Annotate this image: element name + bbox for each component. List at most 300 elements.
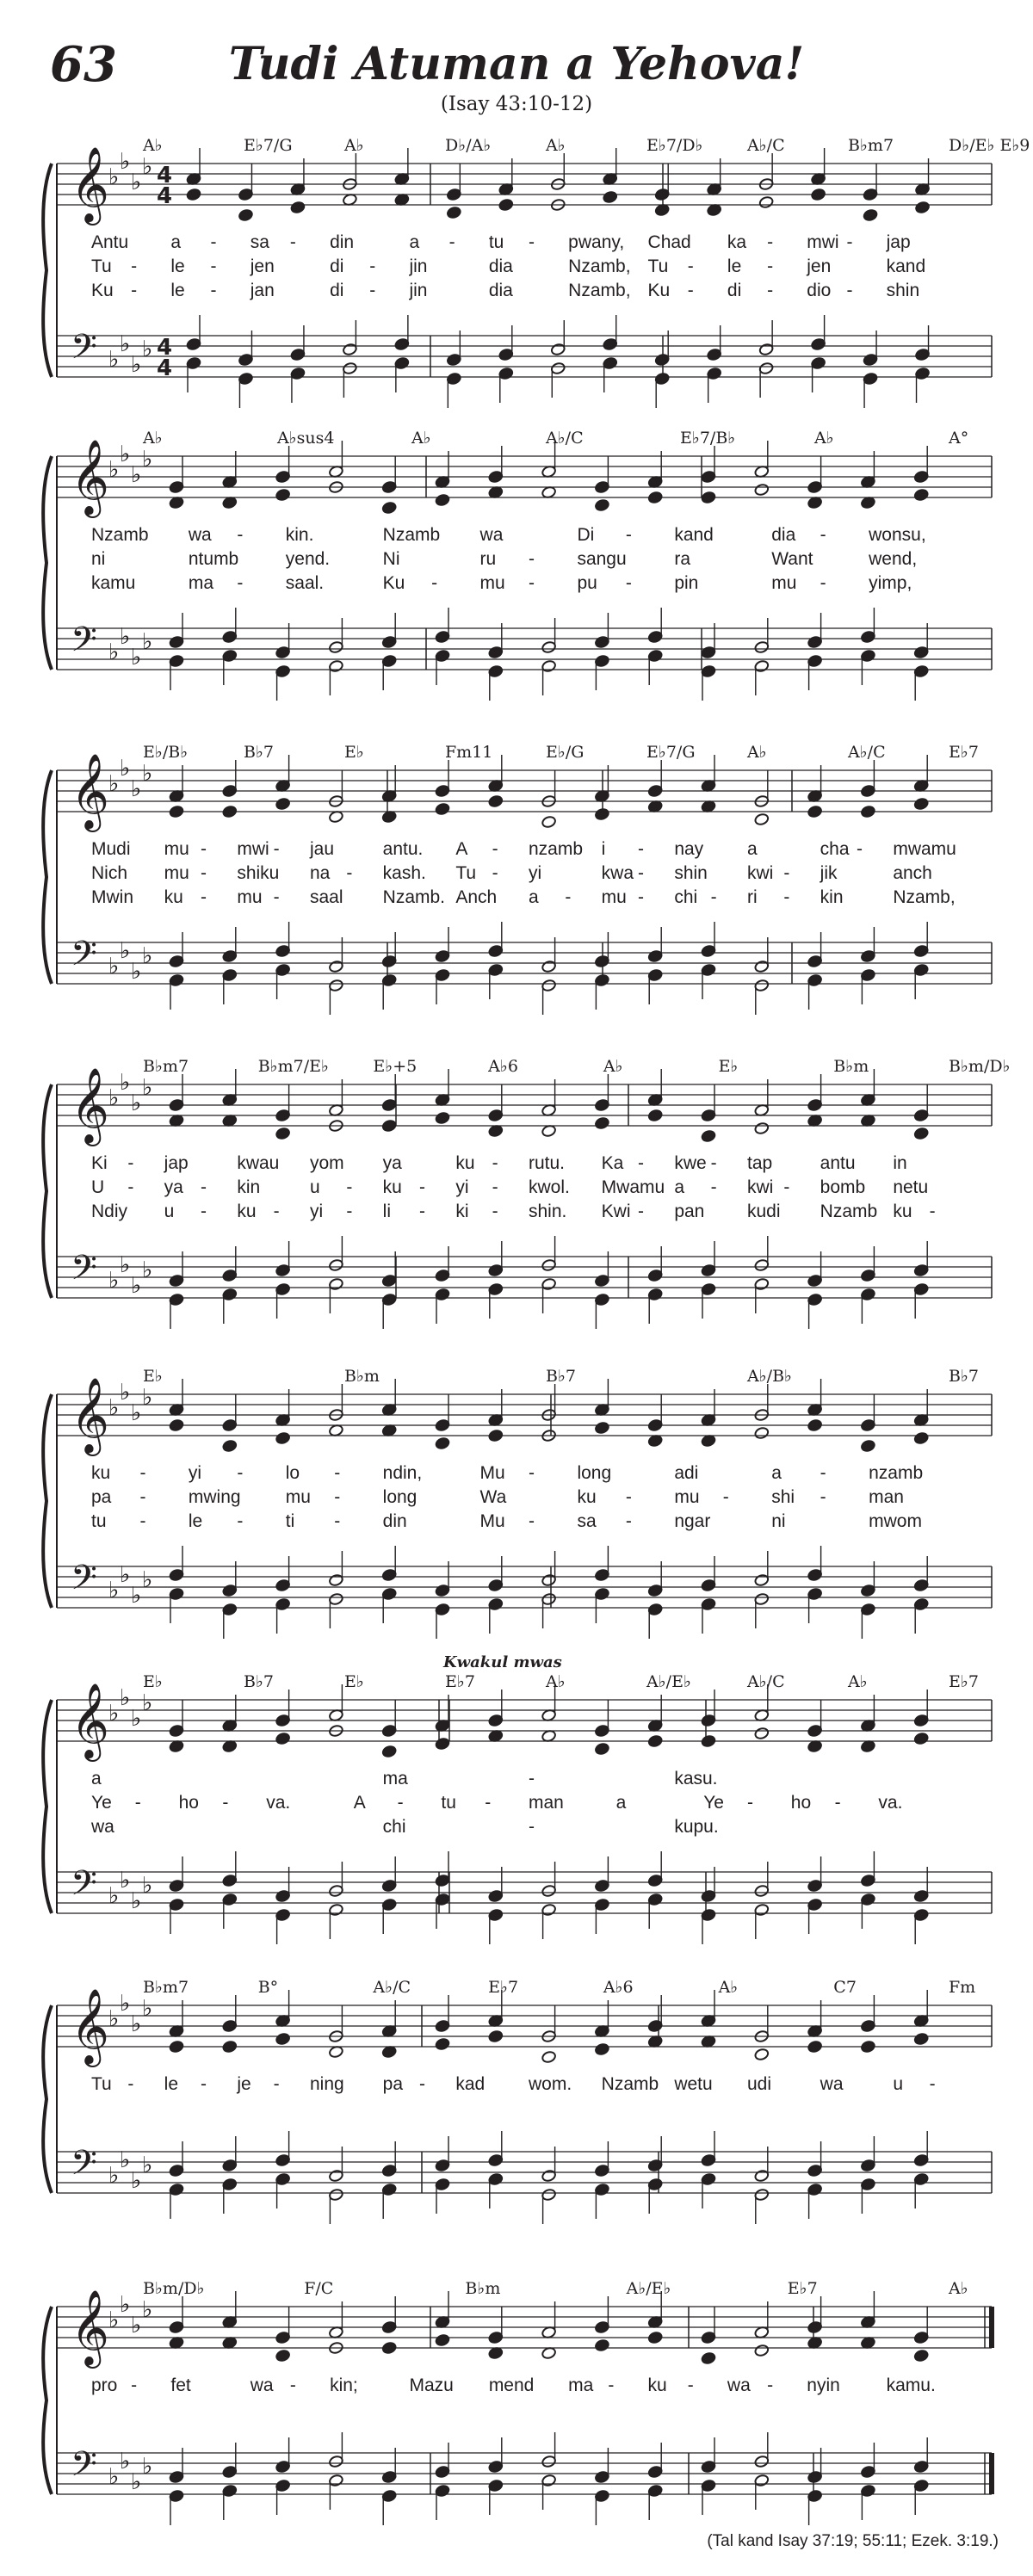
chord-symbol: A♭ [411,429,431,448]
lyric-hyphen: - [492,839,498,859]
bass-clef: 𝄢 [71,1248,97,1296]
lyric-syllable: wonsu, [869,525,926,545]
treble-notes [169,1990,929,2064]
lyric-syllable: a [170,232,182,252]
lyric-syllable: mu [479,573,505,593]
lyric-syllable: yi [310,1202,324,1221]
chord-symbol: B♭m [344,1367,380,1386]
svg-text:♭: ♭ [131,2469,142,2495]
lyric-hyphen: - [419,1202,425,1221]
lyric-syllable: di [727,281,742,300]
bass-key-signature [108,1252,152,1299]
lyric-hyphen: - [127,1153,134,1173]
lyric-syllable: wetu [674,2074,713,2094]
lyric-syllable: yom [310,1153,344,1173]
bass-clef: 𝄢 [71,620,97,668]
bass-staff [57,1872,992,1913]
lyric-hyphen: - [222,1793,229,1813]
lyric-hyphen: - [139,1511,146,1531]
bass-notes [169,2432,929,2525]
lyric-syllable: pro [91,2375,118,2395]
lyric-syllable: chi [674,887,698,907]
chord-symbol: A♭ [848,1672,868,1691]
lyric-syllable: yimp, [869,573,912,593]
lyric-syllable: ki [455,1202,469,1221]
lyric-syllable: ho [790,1793,812,1813]
svg-text:4: 4 [157,163,173,188]
treble-clef: 𝄞 [71,1376,109,1453]
lyric-syllable: Ndiy [91,1202,128,1221]
svg-text:♭: ♭ [131,1090,142,1116]
chord-symbol: E♭7 [949,1672,979,1691]
lyric-syllable: tu [91,1511,107,1531]
lyric-hyphen: - [529,1769,535,1788]
chord-symbol: A♭/E♭ [626,2279,671,2298]
svg-text:♭: ♭ [108,639,120,665]
treble-staff [57,2005,992,2047]
lyric-syllable: cha [820,839,850,859]
lyric-syllable: man [529,1793,564,1813]
lyric-syllable: shin [674,863,708,883]
lyric-syllable: jin [409,256,428,276]
chord-symbol: E♭ [344,1672,364,1691]
svg-text:♭: ♭ [120,2449,131,2474]
lyric-hyphen: - [529,1463,535,1483]
chord-symbol: B° [257,1978,279,1997]
svg-text:♭: ♭ [108,1701,120,1727]
svg-text:♭: ♭ [108,1268,120,1294]
lyric-hyphen: - [334,1487,341,1507]
lyric-hyphen: - [492,863,498,883]
lyric-syllable: kwau [237,1153,280,1173]
lyric-syllable: in [893,1153,907,1173]
lyric-syllable: ra [674,549,691,569]
lyric-hyphen: - [710,1177,717,1197]
lyric-syllable: a [91,1769,102,1788]
svg-text:♭: ♭ [120,331,131,357]
treble-key-signature [108,1991,152,2037]
lyric-hyphen: - [237,1511,244,1531]
lyric-syllable: kamu [91,573,136,593]
lyric-syllable: Mazu [409,2375,454,2395]
lyric-syllable: ma [568,2375,594,2395]
chord-symbol: B♭7 [949,1367,980,1386]
bass-key-signature [108,331,152,378]
lyric-syllable: pu [577,573,597,593]
lyric-syllable: Nzamb [91,525,149,545]
bass-staff [57,2152,992,2193]
chord-symbol: E♭7/D♭ [646,136,703,155]
svg-text:♭: ♭ [108,2464,120,2490]
svg-text:♭: ♭ [142,1996,153,2022]
svg-text:♭: ♭ [131,462,142,488]
svg-text:♭: ♭ [108,1578,120,1603]
lyric-syllable: Nzamb [601,2074,659,2094]
lyric-hyphen: - [638,1202,644,1221]
svg-text:♭: ♭ [108,1395,120,1421]
lyric-syllable: Ku [647,281,671,300]
bass-notes [169,1546,929,1639]
chord-symbol: E♭7/G [646,743,696,762]
treble-clef: 𝄞 [71,1682,109,1758]
lyric-syllable: kamu. [886,2375,936,2395]
lyric-hyphen: - [492,1202,498,1221]
staff-brace [43,2307,52,2494]
svg-text:♭: ♭ [120,2292,131,2318]
svg-text:♭: ♭ [131,1583,142,1609]
lyric-syllable: wa [479,525,504,545]
svg-text:♭: ♭ [108,457,120,483]
lyric-syllable: le [170,281,185,300]
lyric-syllable: nay [674,839,704,859]
hymn-title: Tudi Atuman a Yehova! [228,38,805,90]
lyric-syllable: antu [820,1153,856,1173]
lyric-hyphen: - [131,256,138,276]
lyric-syllable: long [577,1463,612,1483]
chord-symbol: A° [949,429,969,448]
lyric-syllable: dio [807,281,832,300]
treble-notes [169,755,929,829]
chord-symbol: B♭7 [546,1367,577,1386]
lyric-hyphen: - [529,1817,535,1837]
lyric-syllable: kash. [382,863,426,883]
lyric-syllable: ya [382,1153,402,1173]
lyric-hyphen: - [289,2375,296,2395]
bass-staff [57,1566,992,1608]
svg-text:♭: ♭ [120,2147,131,2173]
chord-symbol: A♭ [603,1057,623,1076]
lyric-syllable: sa [250,232,269,252]
chord-symbol: A♭/E♭ [646,1672,691,1691]
treble-clef: 𝄞 [71,438,109,515]
lyric-syllable: chi [382,1817,406,1837]
lyric-hyphen: - [201,2074,207,2094]
lyric-syllable: kasu. [674,1769,718,1788]
lyric-hyphen: - [139,1463,146,1483]
svg-text:♭: ♭ [131,776,142,802]
chord-symbol: A♭ [814,429,834,448]
lyric-syllable: pwany, [568,232,625,252]
bass-key-signature [108,1868,152,1914]
chord-symbol: A♭ [546,136,566,155]
treble-key-signature [108,1380,152,1426]
score-system-4 [0,1050,1033,1351]
chord-symbol: E♭7 [445,1672,475,1691]
lyric-hyphen: - [846,281,853,300]
lyric-syllable: ku [893,1202,912,1221]
svg-text:♭: ♭ [142,1873,153,1899]
lyric-syllable: udi [747,2074,772,2094]
lyric-syllable: Mu [479,1511,505,1531]
tempo-marking: Kwakul mwas [443,1653,562,1671]
chord-symbol: E♭ [143,1672,163,1691]
lyric-syllable: wa [91,1817,114,1837]
chord-symbol: Fm11 [445,743,493,762]
lyric-hyphen: - [431,573,438,593]
lyric-syllable: pa [382,2074,404,2094]
lyric-hyphen: - [529,1511,535,1531]
lyric-syllable: a [674,1177,685,1197]
svg-text:♭: ♭ [142,1690,153,1716]
chord-symbol: E♭ [718,1057,739,1076]
lyric-syllable: ntumb [188,549,239,569]
lyric-syllable: jap [164,1153,189,1173]
svg-text:♭: ♭ [142,447,153,473]
svg-text:♭: ♭ [108,2006,120,2032]
lyric-hyphen: - [625,525,632,545]
lyric-hyphen: - [210,232,217,252]
lyric-syllable: u [310,1177,320,1197]
chord-symbol: E♭ [344,743,364,762]
lyric-hyphen: - [565,887,572,907]
lyric-hyphen: - [397,1793,404,1813]
lyric-syllable: din [330,232,355,252]
lyric-syllable: ti [285,1511,295,1531]
lyric-hyphen: - [419,2074,425,2094]
lyric-syllable: kin [237,1177,261,1197]
svg-text:♭: ♭ [142,2153,153,2178]
lyric-hyphen: - [929,1202,936,1221]
lyric-syllable: yi [188,1463,202,1483]
lyric-syllable: lo [285,1463,300,1483]
lyric-hyphen: - [608,2375,615,2395]
lyric-syllable: Anch [455,887,498,907]
svg-text:♭: ♭ [142,629,153,655]
lyric-syllable: Nzamb. [382,887,446,907]
svg-text:♭: ♭ [131,645,142,670]
svg-text:♭: ♭ [108,347,120,373]
lyric-syllable: va. [266,1793,291,1813]
lyric-syllable: pin [674,573,699,593]
svg-text:♭: ♭ [120,1868,131,1893]
treble-clef: 𝄞 [71,2289,109,2365]
lyric-syllable: A [455,839,468,859]
lyric-syllable: na [310,863,331,883]
svg-text:♭: ♭ [108,771,120,797]
chord-symbol: E♭7/B♭ [680,429,736,448]
svg-text:♭: ♭ [142,154,153,180]
lyric-hyphen: - [485,1793,492,1813]
lyric-syllable: mu [285,1487,311,1507]
treble-staff [57,2307,992,2348]
lyric-syllable: wa [820,2074,844,2094]
lyric-hyphen: - [201,863,207,883]
svg-text:♭: ♭ [131,2011,142,2037]
lyric-syllable: le [170,256,185,276]
chord-symbol: B♭m7/E♭ [257,1057,329,1076]
lyric-syllable: mend [488,2375,535,2395]
chord-symbol: E♭7/G [244,136,293,155]
svg-text:♭: ♭ [131,1273,142,1299]
lyric-hyphen: - [201,1177,207,1197]
bass-staff [57,628,992,670]
chord-symbol: B♭m [465,2279,501,2298]
lyric-hyphen: - [492,1153,498,1173]
svg-text:♭: ♭ [131,170,142,195]
lyric-hyphen: - [783,887,790,907]
treble-key-signature [108,442,152,488]
svg-text:♭: ♭ [142,1257,153,1283]
lyric-syllable: mu [164,863,189,883]
bass-key-signature [108,624,152,670]
lyric-syllable: sangu [577,549,627,569]
lyric-syllable: Kwi [601,1202,631,1221]
svg-text:♭: ♭ [108,954,120,979]
staff-brace [43,1700,52,1913]
lyric-hyphen: - [529,232,535,252]
lyric-hyphen: - [237,573,244,593]
lyric-syllable: wa [188,525,212,545]
lyric-syllable: kwi [747,1177,774,1197]
lyric-syllable: ku [237,1202,257,1221]
lyric-syllable: a [771,1463,782,1483]
lyric-hyphen: - [625,1511,632,1531]
lyric-syllable: tu [441,1793,456,1813]
lyric-syllable: din [382,1511,407,1531]
treble-clef: 𝄞 [71,1066,109,1143]
bass-time-signature [157,335,172,381]
bass-notes [186,315,930,408]
lyric-syllable: mu [237,887,263,907]
lyric-syllable: bomb [820,1177,866,1197]
svg-text:♭: ♭ [120,1380,131,1405]
scripture-reference: (Isay 43:10-12) [440,93,593,115]
lyric-hyphen: - [334,1463,341,1483]
chord-symbol: A♭6 [488,1057,518,1076]
lyric-hyphen: - [201,1202,207,1221]
lyric-hyphen: - [273,2074,280,2094]
lyric-syllable: u [164,1202,175,1221]
lyric-syllable: Want [771,549,813,569]
lyric-syllable: ku [455,1153,475,1173]
svg-text:♭: ♭ [131,2168,142,2194]
hymn-header [0,0,1033,120]
lyric-hyphen: - [747,1793,753,1813]
chord-symbol: A♭/C [848,743,886,762]
bass-key-signature [108,2449,152,2495]
lyric-syllable: mu [601,887,627,907]
lyric-syllable: Mu [479,1463,505,1483]
lyric-syllable: pan [674,1202,705,1221]
bass-notes [169,1851,929,1944]
lyric-hyphen: - [131,2375,138,2395]
lyric-syllable: U [91,1177,105,1197]
svg-text:♭: ♭ [120,1070,131,1096]
lyric-syllable: je [237,2074,251,2094]
score-system-5 [0,1360,1033,1652]
treble-notes [169,2291,929,2365]
lyric-syllable: shin [886,281,920,300]
lyric-syllable: Ni [382,549,400,569]
treble-notes [169,441,929,515]
svg-text:♭: ♭ [142,2297,153,2323]
lyric-syllable: ma [382,1769,408,1788]
svg-text:♭: ♭ [108,164,120,190]
lyric-syllable: ku [577,1487,597,1507]
lyric-syllable: ku [91,1463,111,1483]
treble-key-signature [108,1685,152,1732]
bass-notes [169,922,929,1015]
lyric-hyphen: - [369,256,376,276]
lyric-hyphen: - [201,839,207,859]
lyric-syllable: le [727,256,742,276]
bass-clef: 𝄢 [71,1558,97,1606]
lyric-hyphen: - [273,887,280,907]
lyric-syllable: ho [178,1793,199,1813]
lyric-syllable: jap [886,232,911,252]
svg-text:♭: ♭ [108,1883,120,1909]
lyric-syllable: dia [488,256,513,276]
bass-notes [169,608,929,701]
lyric-syllable: wa [727,2375,751,2395]
lyric-syllable: ma [188,573,214,593]
lyric-syllable: ni [91,549,106,569]
svg-text:♭: ♭ [120,1562,131,1588]
chord-symbol: A♭6 [603,1978,634,1997]
lyric-syllable: a [409,232,420,252]
lyric-syllable: tap [747,1153,773,1173]
lyric-hyphen: - [448,232,455,252]
svg-text:♭: ♭ [131,1888,142,1914]
chord-symbol: E♭ [143,1367,163,1386]
chord-symbol: Fm [949,1978,976,1997]
svg-text:♭: ♭ [120,1685,131,1711]
lyric-hyphen: - [289,232,296,252]
lyric-syllable: a [747,839,758,859]
lyric-syllable: Ku [91,281,114,300]
lyric-hyphen: - [127,2074,134,2094]
lyric-syllable: wa [250,2375,274,2395]
chord-symbol: E♭/B♭ [143,743,189,762]
lyric-syllable: antu. [382,839,424,859]
svg-text:4: 4 [157,183,173,209]
chord-symbol: B♭m/D♭ [949,1057,1011,1076]
treble-clef: 𝄞 [71,1987,109,2064]
svg-text:♭: ♭ [108,1085,120,1111]
chord-symbol: B♭7 [244,1672,275,1691]
lyric-syllable: kwi [747,863,774,883]
lyric-syllable: u [893,2074,904,2094]
lyric-syllable: Di [577,525,595,545]
lyric-syllable: kin; [330,2375,358,2395]
lyric-hyphen: - [273,839,280,859]
lyric-hyphen: - [857,839,863,859]
chord-symbol: F/C [304,2279,334,2298]
chord-symbol: E♭7 [949,743,979,762]
lyric-hyphen: - [529,573,535,593]
svg-text:♭: ♭ [142,1567,153,1593]
treble-clef: 𝄞 [71,145,109,222]
chord-symbol: B♭m7 [143,1978,189,1997]
lyric-hyphen: - [820,1487,826,1507]
lyric-syllable: dia [771,525,796,545]
svg-text:♭: ♭ [142,2454,153,2480]
lyric-hyphen: - [346,1177,353,1197]
lyric-hyphen: - [134,1793,141,1813]
lyric-syllable: Nzamb [382,525,441,545]
lyric-syllable: Tu [455,863,477,883]
lyric-syllable: le [188,1511,203,1531]
lyric-hyphen: - [131,281,138,300]
lyric-hyphen: - [767,281,774,300]
chord-symbol: A♭ [949,2279,968,2298]
bass-clef: 𝄢 [71,327,97,375]
staff-brace [43,1394,52,1608]
lyric-syllable: tu [488,232,504,252]
lyric-hyphen: - [687,2375,694,2395]
lyric-syllable: Chad [647,232,691,252]
svg-text:♭: ♭ [131,2313,142,2338]
